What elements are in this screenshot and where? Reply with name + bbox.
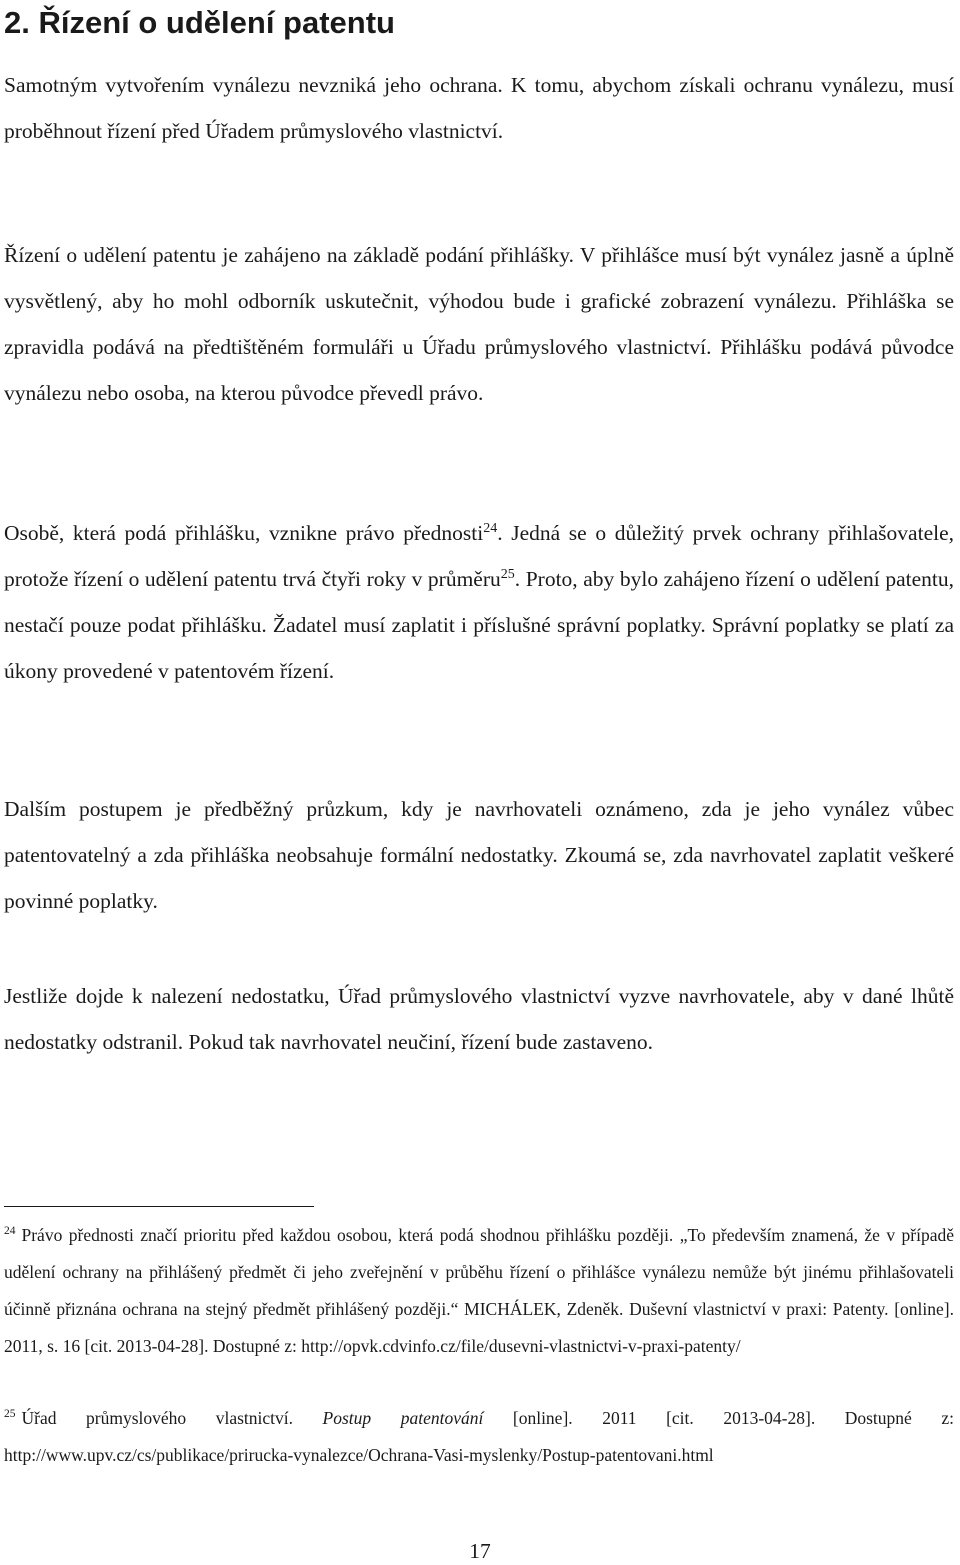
footnote-24: [4, 1217, 954, 1365]
footnote-25-text-b: [online]. 2011 [cit. 2013-04-28]. Dostupné z: http://www.upv.cz/cs/publikace/prirucka-vynalezce/Ochrana-Vasi-myslenky/Postup-patentovani.html: [4, 1408, 954, 1465]
paragraph-2: Řízení o udělení patentu je zahájeno na základě podání přihlášky. V přihlášce musí být vynález jasně a úplně vysvětlený, aby ho mohl odborník uskutečnit, výhodou bude i grafické zobrazení vynálezu. Přihláška se zpravidla podává na předtištěném formuláři u Úřadu průmyslového vlastnictví. Přihlášku podává původce vynálezu nebo osoba, na kterou původce převedl právo.: [4, 243, 954, 405]
paragraph-5: Jestliže dojde k nalezení nedostatku, Úřad průmyslového vlastnictví vyzve navrhovatele, aby v dané lhůtě nedostatky odstranil. Pokud tak navrhovatel neučiní, řízení bude zastaveno.: [4, 984, 954, 1054]
paragraph-3-part-2: . Jedná se o důležitý prvek ochrany přihlašovatele, protože řízení o udělení patentu trvá čtyři roky v průměru: [4, 521, 954, 591]
footnote-25-text-a: Úřad průmyslového vlastnictví.: [21, 1408, 323, 1428]
section-heading: 2. Řízení o udělení patentu: [4, 5, 395, 40]
paragraph-3-part-1: Osobě, která podá přihlášku, vznikne právo přednosti: [4, 521, 484, 545]
footnote-24-number: 24: [4, 1225, 16, 1237]
footnote-ref-25[interactable]: 25: [500, 567, 515, 582]
footnote-25: [4, 1400, 954, 1474]
footnote-divider: [4, 1206, 314, 1207]
paragraph-1: Samotným vytvořením vynálezu nevzniká jeho ochrana. K tomu, abychom získali ochranu vynálezu, musí proběhnout řízení před Úřadem průmyslového vlastnictví.: [4, 73, 954, 143]
page-number: 17: [469, 1539, 491, 1563]
paragraph-4: Dalším postupem je předběžný průzkum, kdy je navrhovateli oznámeno, zda je jeho vynález vůbec patentovatelný a zda přihláška neobsahuje formální nedostatky. Zkoumá se, zda navrhovatel zaplatit veškeré povinné poplatky.: [4, 797, 954, 913]
paragraph-3: [4, 510, 954, 694]
footnote-25-title: Postup patentování: [322, 1408, 484, 1428]
paragraph-3-part-3: . Proto, aby bylo zahájeno řízení o udělení patentu, nestačí pouze podat přihlášku. Žadatel musí zaplatit i příslušné správní poplatky. Správní poplatky se platí za úkony provedené v patentovém řízení.: [4, 567, 954, 683]
footnote-ref-24[interactable]: 24: [483, 521, 498, 536]
footnote-25-number: 25: [4, 1408, 16, 1420]
footnote-24-text: Právo přednosti značí prioritu před každou osobou, která podá shodnou přihlášku později. „To především znamená, že v případě udělení ochrany na přihlášený předmět či jeho zveřejnění v průběhu řízení o přihlášce vynálezu nemůže být jinému přihlašovateli účinně přiznána ochrana na stejný předmět přihlášený později.“ MICHÁLEK, Zdeněk. Duševní vlastnictví v praxi: Patenty. [online]. 2011, s. 16 [cit. 2013-04-28]. Dostupné z: http://opvk.cdvinfo.cz/file/dusevni-vlastnictvi-v-praxi-patenty/: [4, 1225, 954, 1356]
